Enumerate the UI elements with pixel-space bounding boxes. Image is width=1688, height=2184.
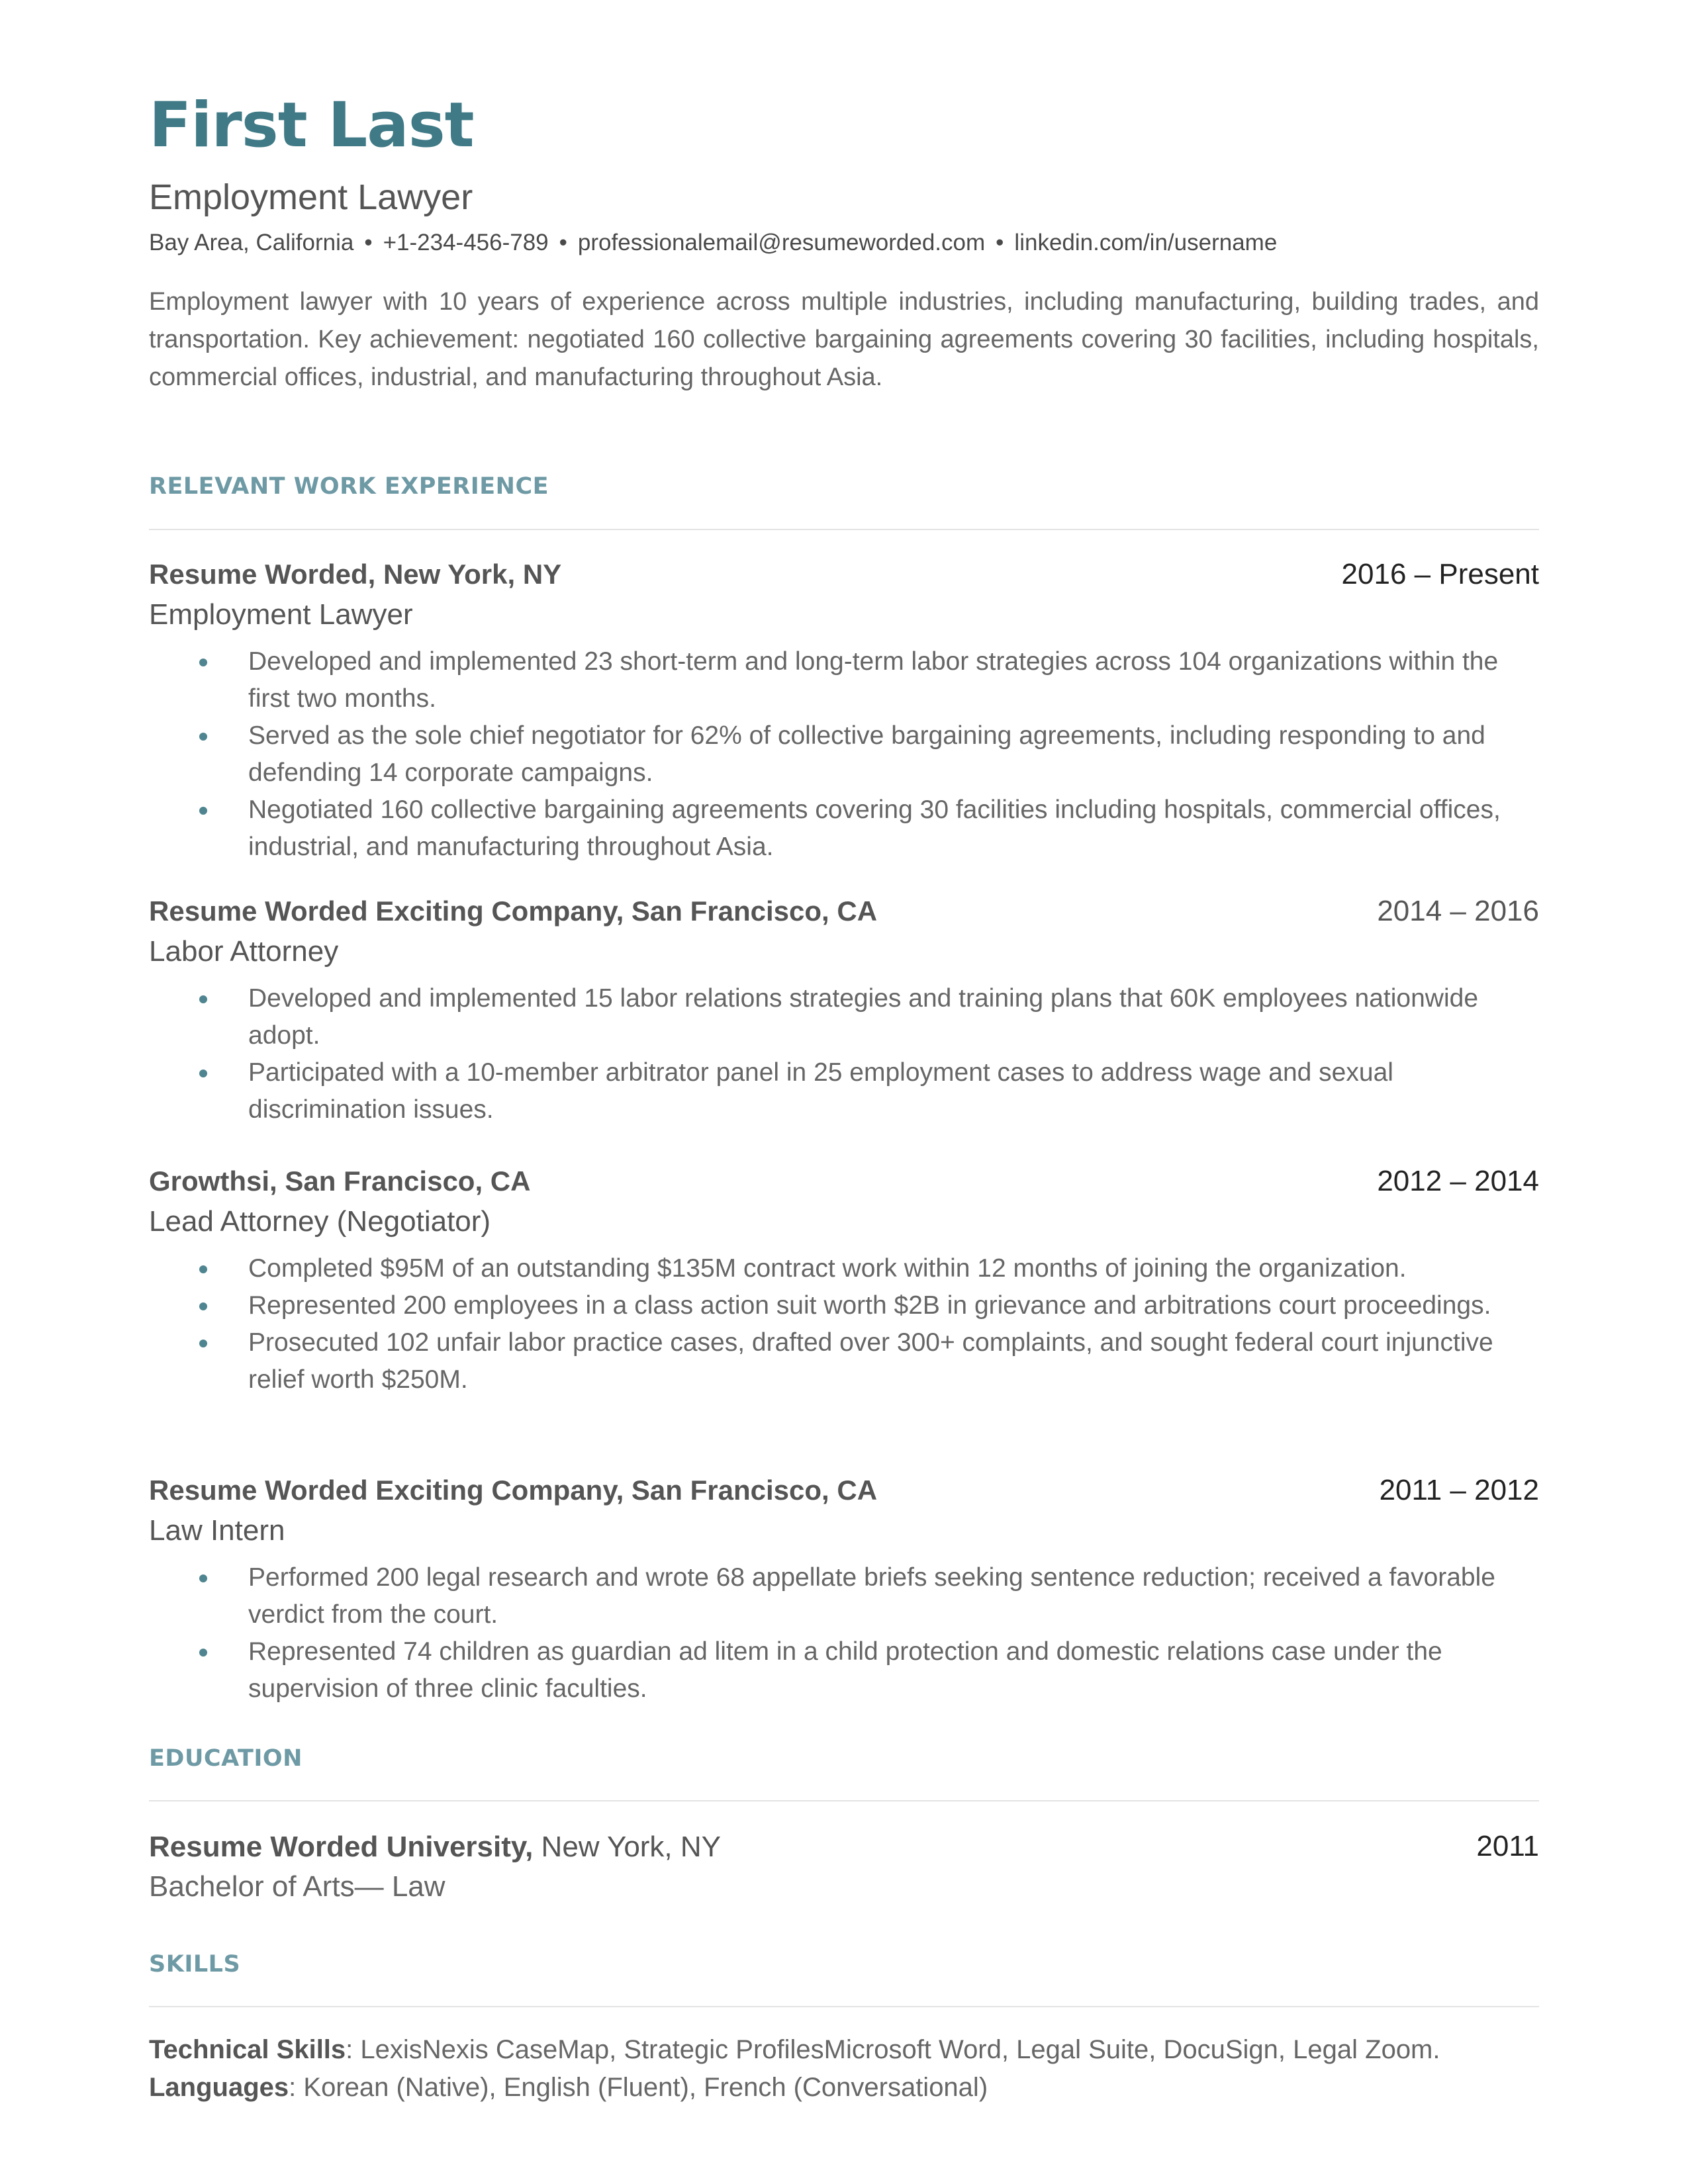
bullet-dot (199, 1265, 207, 1273)
job-company: Resume Worded, New York, NY (149, 559, 562, 590)
school-location: New York, NY (533, 1831, 722, 1863)
job-header (149, 555, 1539, 594)
bullet-text: Developed and implemented 23 short-term and long-term labor strategies across 104 organizations within the first two months. (248, 647, 1499, 713)
skills-languages-list: : Korean (Native), English (Fluent), French (Conversational) (289, 2073, 988, 2102)
job-dates: 2016 – Present (1341, 558, 1539, 590)
section-heading-experience: RELEVANT WORK EXPERIENCE (149, 473, 549, 500)
skills-block (149, 2031, 1539, 2107)
job-bullets (149, 1250, 1539, 1398)
education-entry (149, 1827, 1539, 1907)
job-header (149, 1471, 1539, 1510)
bullet-dot (199, 1340, 207, 1347)
bullet-dot (199, 807, 207, 815)
section-divider (149, 2006, 1539, 2007)
section-divider (149, 529, 1539, 530)
bullet-text: Negotiated 160 collective bargaining agreements covering 30 facilities including hospitals, commercial offices, industrial, and manufacturing throughout Asia. (248, 796, 1501, 861)
bullet-dot (199, 733, 207, 741)
bullet-text: Performed 200 legal research and wrote 68 appellate briefs seeking sentence reduction; received a favorable verdict from the court. (248, 1563, 1495, 1629)
candidate-title: Employment Lawyer (149, 177, 473, 217)
job-company: Resume Worded Exciting Company, San Francisco, CA (149, 895, 878, 927)
job-role: Employment Lawyer (149, 598, 413, 631)
bullet-item (149, 717, 1539, 792)
education-degree: Bachelor of Arts— Law (149, 1870, 445, 1903)
job-entry (149, 555, 1539, 866)
bullet-text: Prosecuted 102 unfair labor practice cases, drafted over 300+ complaints, and sought federal court injunctive relief worth $250M. (248, 1328, 1493, 1394)
job-entry (149, 891, 1539, 1128)
job-dates: 2014 – 2016 (1377, 895, 1539, 927)
skills-languages-label: Languages (149, 2073, 289, 2102)
job-bullets (149, 980, 1539, 1128)
candidate-name: First Last (149, 89, 474, 161)
job-bullets (149, 643, 1539, 866)
bullet-item (149, 643, 1539, 717)
job-header (149, 891, 1539, 931)
contact-email[interactable]: professionalemail@resumeworded.com (577, 230, 986, 255)
education-school (149, 1827, 721, 1868)
separator-dot: • (996, 230, 1004, 255)
bullet-dot (199, 1069, 207, 1077)
bullet-item (149, 1054, 1539, 1128)
job-dates: 2012 – 2014 (1377, 1165, 1539, 1197)
bullet-text: Represented 200 employees in a class action suit worth $2B in grievance and arbitrations court proceedings. (248, 1291, 1491, 1320)
school-name: Resume Worded University, (149, 1831, 534, 1863)
job-role: Labor Attorney (149, 935, 339, 968)
skills-languages (149, 2069, 1539, 2107)
bullet-item (149, 1287, 1539, 1324)
job-role: Law Intern (149, 1514, 285, 1547)
contact-line (149, 228, 1277, 258)
bullet-item (149, 1324, 1539, 1398)
skills-technical-label: Technical Skills (149, 2035, 346, 2064)
section-divider (149, 1800, 1539, 1801)
job-entry (149, 1161, 1539, 1398)
bullet-text: Served as the sole chief negotiator for 62% of collective bargaining agreements, including responding to and defending 14 corporate campaigns. (248, 721, 1485, 787)
job-company: Growthsi, San Francisco, CA (149, 1165, 531, 1197)
bullet-dot (199, 1574, 207, 1582)
summary-paragraph: Employment lawyer with 10 years of experience across multiple industries, including manufacturing, building trades, and transportation. Key achievement: negotiated 160 collective bargaining agreements covering 30 facilities, including hospitals, commercial offices, industrial, and manufacturing throughout Asia. (149, 288, 1539, 391)
education-header (149, 1827, 1539, 1866)
bullet-text: Completed $95M of an outstanding $135M contract work within 12 months of joining the organization. (248, 1254, 1407, 1283)
contact-location: Bay Area, California (149, 230, 354, 255)
separator-dot: • (364, 230, 373, 255)
bullet-dot (199, 995, 207, 1003)
skills-technical-list: : LexisNexis CaseMap, Strategic ProfilesMicrosoft Word, Legal Suite, DocuSign, Legal Zoom. (346, 2035, 1440, 2064)
job-role: Lead Attorney (Negotiator) (149, 1205, 491, 1238)
contact-phone: +1-234-456-789 (383, 230, 549, 255)
contact-linkedin[interactable]: linkedin.com/in/username (1014, 230, 1278, 255)
job-dates: 2011 – 2012 (1379, 1474, 1539, 1506)
bullet-dot (199, 1302, 207, 1310)
job-entry (149, 1471, 1539, 1707)
section-heading-skills: SKILLS (149, 1951, 241, 1978)
job-bullets (149, 1559, 1539, 1707)
section-heading-education: EDUCATION (149, 1745, 303, 1772)
bullet-text: Participated with a 10-member arbitrator panel in 25 employment cases to address wage and sexual discrimination issues. (248, 1058, 1393, 1124)
bullet-text: Developed and implemented 15 labor relations strategies and training plans that 60K employees nationwide adopt. (248, 984, 1479, 1050)
bullet-item (149, 1633, 1539, 1707)
job-header (149, 1161, 1539, 1201)
bullet-dot (199, 659, 207, 666)
bullet-item (149, 792, 1539, 866)
bullet-item (149, 1250, 1539, 1287)
skills-technical (149, 2031, 1539, 2069)
bullet-text: Represented 74 children as guardian ad litem in a child protection and domestic relations case under the supervision of three clinic faculties. (248, 1637, 1442, 1703)
bullet-item (149, 1559, 1539, 1633)
education-year: 2011 (1476, 1830, 1539, 1862)
bullet-dot (199, 1649, 207, 1657)
separator-dot: • (559, 230, 567, 255)
job-company: Resume Worded Exciting Company, San Francisco, CA (149, 1475, 878, 1506)
bullet-item (149, 980, 1539, 1054)
